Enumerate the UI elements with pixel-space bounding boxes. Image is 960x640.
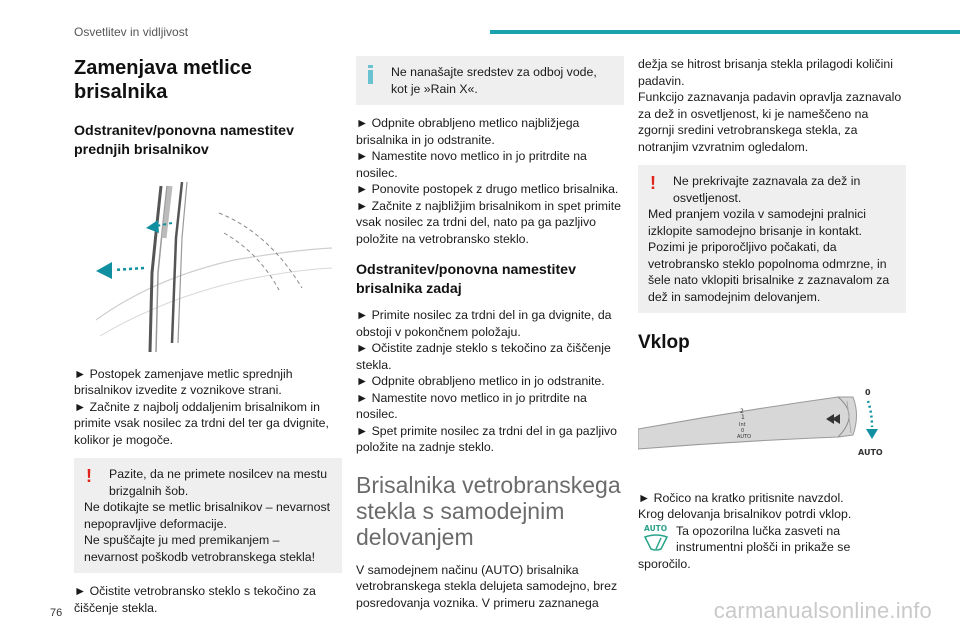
warning-text: Med pranjem vozila v samodejni pralnici izklopite samodejno brisanje in kontakt. (648, 207, 867, 238)
warning-text: Ne spuščajte ju med premikanjem – nevarnost poškodb vetrobranskega stekla! (84, 533, 316, 564)
lever-position-1: 1 (741, 414, 745, 421)
front-wiper-illustration (74, 178, 342, 353)
section-title-activation: Vklop (638, 332, 690, 353)
info-box (356, 56, 624, 105)
section-title-wiper-replacement: Zamenjava metlice brisalnika (74, 57, 252, 103)
indicator-text: Ta opozorilna lučka zasveti na instrumentni plošči in prikaže se (676, 523, 851, 554)
paragraph: dežja se hitrost brisanja stekla prilagodi količini padavin. (638, 57, 893, 88)
paragraph: sporočilo. (638, 556, 691, 571)
column-3 (638, 56, 906, 572)
step: ► Očistite zadnje steklo s tekočino za čiščenje stekla. (356, 341, 611, 372)
warning-text: Pozimi je priporočljivo počakati, da vetrobransko steklo popolnoma odmrzne, in šele nato vklopiti brisalnike z zaznavalom za dež in samodejnim delovanjem. (648, 240, 890, 304)
warning-icon: ! (86, 466, 92, 486)
step: ► Primite nosilec za trdni del in ga dvignite, da obstoji v pokončnem položaju. (356, 308, 612, 339)
lever-label-zero: 0 (865, 388, 871, 397)
paragraph: Funkcijo zaznavanja padavin opravlja zaznavalo za dež in osvetljenost, ki je nameščeno na zgornji sredini vetrobranskega stekla, za notranjim vzvratnim ogledalom. (638, 90, 902, 154)
subtitle-rear-wiper: Odstranitev/ponovna namestitev brisalnika zadaj (356, 262, 576, 297)
watermark: carmanualsonline.info (713, 598, 932, 623)
step: ► Postopek zamenjave metlic sprednjih brisalnikov izvedite z voznikove strani. (74, 366, 293, 397)
info-text: Ne nanašajte sredstev za odboj vode, kot je »Rain X«. (391, 65, 597, 96)
warning-icon: ! (650, 173, 656, 193)
header-accent-bar (490, 30, 960, 34)
step: ► Ponovite postopek z drugo metlico brisalnika. (356, 182, 619, 196)
warning-box (638, 165, 906, 313)
lever-position-0: 0 (741, 428, 745, 434)
auto-icon-label: AUTO (644, 523, 668, 533)
lever-position-int: Int (739, 422, 746, 428)
auto-wiper-indicator-icon (642, 523, 670, 553)
column-1 (74, 56, 342, 616)
step: ► Namestite novo metlico in jo pritrdite na nosilec. (356, 149, 587, 180)
warning-text: Ne prekrivajte zaznavala za dež in osvetljenost. (673, 174, 861, 205)
section-title-auto-wipers: Brisalnika vetrobranskega stekla s samodejnim delovanjem (356, 471, 621, 550)
subtitle-front-wipers: Odstranitev/ponovna namestitev prednjih brisalnikov (74, 123, 294, 158)
wiper-lever-illustration (638, 387, 906, 467)
page-number: 76 (50, 607, 63, 619)
indicator-paragraph (638, 523, 906, 556)
lever-position-auto: AUTO (737, 434, 752, 440)
warning-text: Ne dotikajte se metlic brisalnikov – nevarnost nepopravljive deformacije. (84, 500, 331, 531)
step: ► Odpnite obrabljeno metlico najbližjega brisalnika in jo odstranite. (356, 116, 580, 147)
warning-box (74, 458, 342, 573)
paragraph: V samodejnem načinu (AUTO) brisalnika vetrobranskega stekla delujeta samodejno, brez posredovanja voznika. V primeru zaznanega (356, 562, 618, 610)
lever-position-2: 2 (740, 408, 744, 415)
step: ► Namestite novo metlico in jo pritrdite na nosilec. (356, 390, 587, 421)
step: ► Začnite z najbližjim brisalnikom in spet primite vsak nosilec za trdni del, nato pa ga pazljivo položite na vetrobransko steklo. (356, 198, 622, 246)
paragraph: Krog delovanja brisalnikov potrdi vklop. (638, 507, 852, 521)
info-icon (368, 65, 374, 84)
step: ► Ročico na kratko pritisnite navzdol. (638, 490, 844, 505)
step: ► Začnite z najbolj oddaljenim brisalnikom in primite vsak nosilec za trdni del ter ga dvignite, kolikor je mogoče. (74, 399, 329, 447)
step: ► Odpnite obrabljeno metlico in jo odstranite. (356, 374, 605, 388)
column-2 (356, 56, 624, 611)
running-header: Osvetlitev in vidljivost (74, 25, 189, 39)
step: ► Spet primite nosilec za trdni del in ga pazljivo položite na zadnje steklo. (356, 423, 617, 454)
warning-text: Pazite, da ne primete nosilcev na mestu brizgalnih šob. (109, 467, 328, 498)
step: ► Očistite vetrobransko steklo s tekočino za čiščenje stekla. (74, 584, 316, 615)
lever-label-auto: AUTO (858, 448, 883, 457)
